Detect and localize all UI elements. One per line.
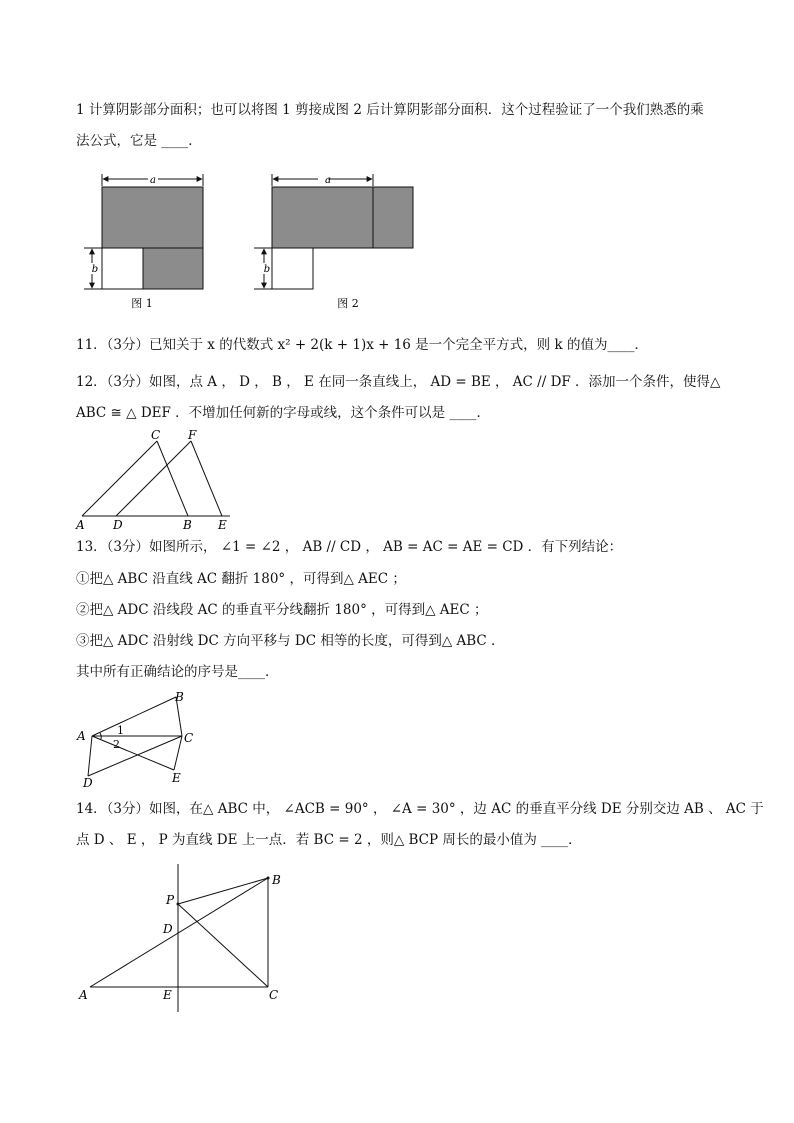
q14-label-C: C <box>269 988 279 1002</box>
q10-text-line2: 法公式，它是 ____． <box>76 133 202 149</box>
q12-figure <box>70 425 240 533</box>
q14-text-line1: 14．（3分）如图，在△ ABC 中， ∠ACB = 90° ， ∠A = 30° ，边 AC 的垂直平分线 DE 分别交边 AB 、 AC 于 <box>76 801 764 817</box>
q10-text-line1: 1 计算阴影部分面积；也可以将图 1 剪接成图 2 后计算阴影部分面积．这个过程验证了一个我们熟悉的乘 <box>76 102 704 118</box>
fig1-label-a: a <box>150 175 156 186</box>
q14-label-E: E <box>163 988 172 1002</box>
q14-label-D: D <box>163 922 173 936</box>
figure-1 <box>80 168 220 314</box>
q13-label-angle1: 1 <box>117 724 124 737</box>
q13-label-A: A <box>77 729 86 743</box>
q12-label-D: D <box>113 518 123 532</box>
q13-label-C: C <box>184 731 194 745</box>
q13-label-E: E <box>172 771 181 785</box>
q13-conclusion-2: ②把△ ADC 沿线段 AC 的垂直平分线翻折 180° ，可得到△ AEC ； <box>76 602 488 618</box>
q12-label-E: E <box>218 518 227 532</box>
fig1-caption: 图 1 <box>131 297 153 310</box>
fig2-label-a: a <box>325 175 331 186</box>
q14-label-A: A <box>79 988 88 1002</box>
q14-label-B: B <box>272 873 281 887</box>
q13-figure <box>70 688 210 788</box>
fig2-label-b: b <box>263 264 271 275</box>
figure-2 <box>250 168 420 314</box>
q14-label-P: P <box>166 893 175 907</box>
q13-label-angle2: 2 <box>113 738 120 751</box>
q13-ask: 其中所有正确结论的序号是____． <box>76 664 279 680</box>
q12-label-B: B <box>183 518 192 532</box>
q13-label-B: B <box>175 690 184 704</box>
q14-text-line2: 点 D 、 E ， P 为直线 DE 上一点．若 BC = 2 ，则△ BCP 周长的最小值为 ____． <box>76 832 582 848</box>
q12-text-line2: ABC ≅ △ DEF ．不增加任何新的字母或线，这个条件可以是 ____． <box>76 405 490 421</box>
fig1-label-b: b <box>91 264 99 275</box>
q14-figure <box>70 856 300 1016</box>
q13-text-line1: 13．（3分）如图所示， ∠1 = ∠2 ， AB // CD ， AB = AC = AE = CD ．有下列结论： <box>76 539 623 555</box>
fig2-caption: 图 2 <box>337 297 359 310</box>
q13-conclusion-1: ①把△ ABC 沿直线 AC 翻折 180° ，可得到△ AEC ； <box>76 571 406 587</box>
q12-label-F: F <box>188 428 197 442</box>
q12-text-line1: 12．（3分）如图，点 A ， D ， B ， E 在同一条直线上， AD = BE ， AC // DF ．添加一个条件，使得△ <box>76 374 721 390</box>
q11-text: 11．（3分）已知关于 x 的代数式 x² + 2(k + 1)x + 16 是一个完全平方式，则 k 的值为____． <box>76 337 648 353</box>
q13-conclusion-3: ③把△ ADC 沿射线 DC 方向平移与 DC 相等的长度，可得到△ ABC ． <box>76 633 505 649</box>
q13-label-D: D <box>83 776 93 788</box>
q12-label-A: A <box>76 518 85 532</box>
q12-label-C: C <box>151 428 161 442</box>
